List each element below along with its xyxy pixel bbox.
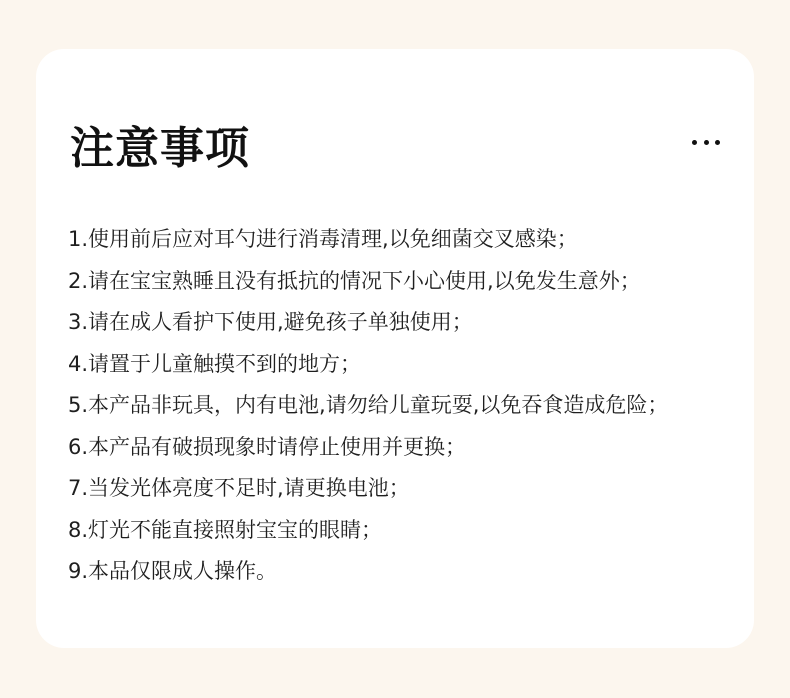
list-item: 9.本品仅限成人操作。 [68, 559, 278, 583]
more-dot [715, 140, 720, 145]
list-item: 8.灯光不能直接照射宝宝的眼睛； [68, 517, 383, 542]
more-dot [704, 140, 709, 145]
more-dot [692, 140, 697, 145]
list-item: 7.当发光体亮度不足时,请更换电池； [68, 476, 410, 500]
list-item: 4.请置于儿童触摸不到的地方； [68, 351, 362, 376]
notes-list [68, 219, 738, 593]
more-horizontal-icon[interactable] [692, 138, 720, 146]
list-item: 5.本产品非玩具，内有电池,请勿给儿童玩耍,以免吞食造成危险； [68, 393, 669, 417]
notice-card [36, 49, 754, 648]
list-item: 1.使用前后应对耳勺进行消毒清理,以免细菌交叉感染； [68, 227, 578, 251]
list-item: 3.请在成人看护下使用,避免孩子单独使用； [68, 310, 473, 334]
list-item: 6.本产品有破损现象时请停止使用并更换； [68, 434, 467, 459]
page-title: 注意事项 [70, 123, 250, 174]
list-item: 2.请在宝宝熟睡且没有抵抗的情况下小心使用,以免发生意外； [68, 268, 641, 293]
